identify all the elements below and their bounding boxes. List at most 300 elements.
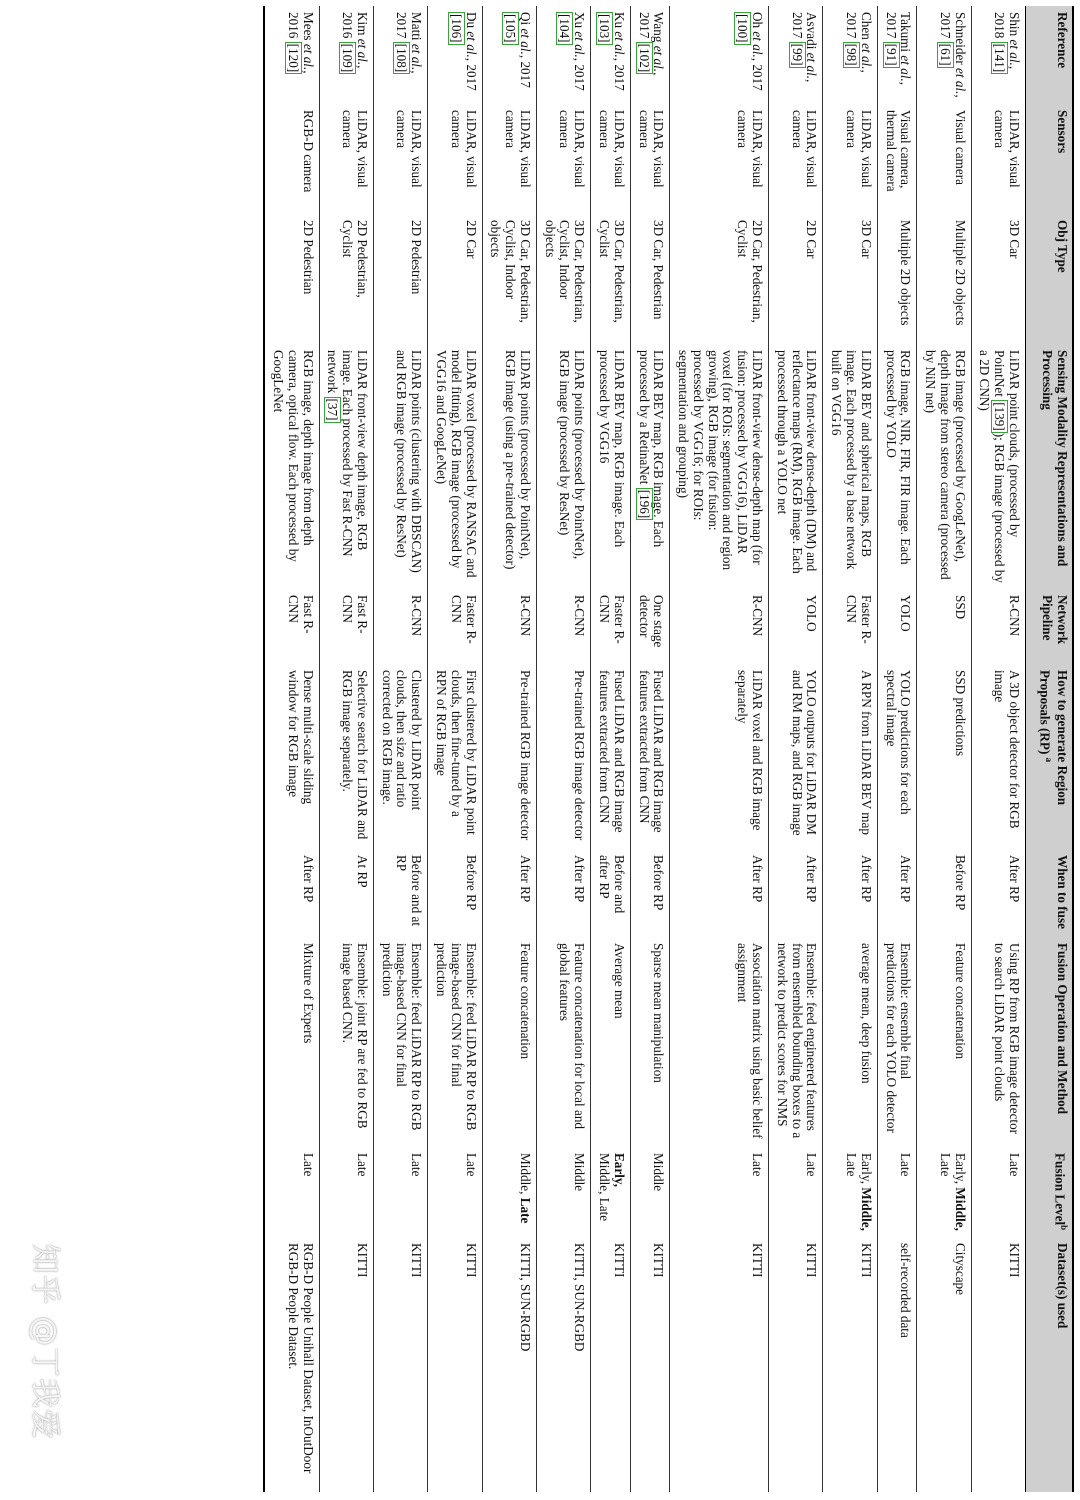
reference-cell — [823, 6, 877, 104]
ref-etal: et al., — [300, 43, 316, 74]
reference-cell — [917, 6, 971, 104]
obj-type-text: 2D Pedestrian, Cyclist — [340, 220, 370, 298]
method-text: Association matrix using basic belief assignment — [735, 943, 766, 1139]
rp-cell — [630, 664, 670, 849]
obj-type-text: Multiple 2D objects — [898, 220, 914, 326]
pipeline-cell — [591, 589, 631, 664]
pipeline-text: Faster R-CNN — [843, 595, 874, 644]
obj-type-text: 3D Car, Pedestrian, Cyclist, Indoor objects — [542, 220, 588, 323]
ref-year: 2016 — [340, 12, 356, 39]
reference-cell — [630, 6, 670, 104]
table-row — [428, 6, 482, 1492]
pipeline-cell — [319, 589, 373, 664]
pipeline-text: Faster R-CNN — [448, 595, 479, 644]
ref-year: 2016 — [285, 12, 301, 39]
ref-etal: et al., — [572, 31, 588, 62]
ref-citation-link[interactable]: [98] — [843, 43, 859, 66]
sensors-cell — [917, 104, 971, 214]
sensors-text: LiDAR, visual camera — [636, 110, 667, 188]
datasets-cell — [319, 1237, 373, 1492]
method-text: Mixture of Experts — [300, 943, 316, 1044]
sensing-cell — [591, 344, 631, 589]
method-cell — [536, 937, 590, 1147]
obj-type-text: 3D Car, Pedestrian, Cyclist, Indoor objects — [488, 220, 533, 323]
fusion-level-bold: Middle, — [858, 1187, 874, 1231]
datasets-text: Cityscape — [952, 1243, 968, 1296]
ref-etal: et al., — [804, 52, 820, 83]
datasets-text: KITTI — [858, 1243, 874, 1278]
sensors-cell — [428, 104, 482, 214]
sensing-cell — [971, 344, 1025, 589]
obj-type-cell — [319, 214, 373, 344]
obj-type-text: 2D Car — [804, 220, 820, 259]
datasets-text: KITTI — [750, 1243, 766, 1278]
sensors-text: LiDAR, visual camera — [503, 110, 533, 188]
ref-year: 2017 — [937, 12, 953, 39]
fusion-level-text: Late — [300, 1153, 316, 1177]
ref-author: Wang — [651, 12, 667, 43]
datasets-text: RGB-D People Unihall Dataset, InOutDoor RGB-D People Dataset. — [285, 1243, 316, 1474]
when-text: After RP — [898, 855, 914, 903]
fusion-level-text: Early, — [952, 1153, 968, 1188]
rp-text: LiDAR voxel and RGB image separately — [735, 670, 766, 831]
sensing-citation-link[interactable]: [196] — [636, 489, 652, 519]
sensing-cell — [917, 344, 971, 589]
sensors-cell — [630, 104, 670, 214]
method-cell — [917, 937, 971, 1147]
fusion-level-cell — [877, 1147, 917, 1237]
fusion-level-cell — [670, 1147, 769, 1237]
rp-cell — [591, 664, 631, 849]
sensing-text: RGB image, depth image from depth camera, optical flow. Each processed by GoogLeNet — [270, 350, 316, 562]
table-row — [877, 6, 917, 1492]
datasets-cell — [264, 1237, 319, 1492]
ref-author: Kim — [354, 12, 370, 36]
reference-cell — [769, 6, 823, 104]
when-cell — [536, 849, 590, 937]
datasets-cell — [630, 1237, 670, 1492]
method-text: Feature concatenation — [952, 943, 968, 1060]
rp-text: SSD predictions — [952, 670, 968, 757]
pipeline-cell — [823, 589, 877, 664]
sensors-text: LiDAR, visual camera — [557, 110, 588, 188]
method-text: Ensemble: ensemble final predictions for each YOLO detector — [883, 943, 914, 1133]
pipeline-cell — [536, 589, 590, 664]
rp-cell — [769, 664, 823, 849]
obj-type-cell — [670, 214, 769, 344]
sensing-text: RGB image (processed by GoogLeNet), depth image from stereo camera (processed by NiN net) — [923, 350, 968, 580]
rp-text: Fused LiDAR and RGB image features extracted from CNN — [597, 670, 627, 833]
ref-year: 2017 — [394, 12, 410, 39]
fusion-level-cell — [917, 1147, 971, 1237]
reference-cell — [482, 6, 536, 104]
table-header-row — [1026, 6, 1074, 1492]
fusion-level-text: Late — [750, 1153, 766, 1177]
fusion-level-text: Late — [463, 1153, 479, 1177]
sensing-cell — [482, 344, 536, 589]
ref-etal: et al., — [354, 38, 370, 69]
datasets-text: KITTI, SUN-RGBD — [572, 1243, 588, 1352]
sensing-text: LiDAR BEV map, RGB image. Each processed by VGG16 — [597, 350, 627, 548]
obj-type-cell — [428, 214, 482, 344]
rp-text: First clustered by LiDAR point clouds, then fine-tuned by a RPN of RGB image — [434, 670, 479, 835]
sensing-cell — [877, 344, 917, 589]
ref-author: Ku — [611, 12, 627, 29]
sensing-cell — [536, 344, 590, 589]
method-text: Ensemble: joint RP are fed to RGB image based CNN. — [340, 943, 370, 1129]
method-text: Sparse mean manipulation — [651, 943, 667, 1083]
reference-cell — [373, 6, 427, 104]
when-cell — [482, 849, 536, 937]
fusion-level-cell — [264, 1147, 319, 1237]
ref-author: Oh — [750, 12, 766, 29]
method-cell — [630, 937, 670, 1147]
pipeline-text: Fast R-CNN — [340, 595, 370, 634]
fusion-level-bold: Early, — [611, 1153, 627, 1188]
when-cell — [428, 849, 482, 937]
when-cell — [971, 849, 1025, 937]
watermark: 知乎 @丁我爱 — [27, 1243, 62, 1440]
obj-type-cell — [630, 214, 670, 344]
reference-cell — [536, 6, 590, 104]
when-text: After RP — [858, 855, 874, 903]
method-text: Feature concatenation for local and global features — [557, 943, 588, 1130]
fusion-level-text: Early, — [858, 1153, 874, 1188]
sensors-cell — [536, 104, 590, 214]
when-cell — [823, 849, 877, 937]
ref-etal: et al., — [898, 55, 914, 86]
table-row — [823, 6, 877, 1492]
ref-citation-link[interactable]: [91] — [883, 43, 899, 66]
ref-author: Shin — [1007, 12, 1022, 37]
ref-etal: et al., — [1007, 39, 1022, 70]
sensing-cell — [630, 344, 670, 589]
fusion-level-cell — [823, 1147, 877, 1237]
when-cell — [769, 849, 823, 937]
col-header-datasets: Dataset(s) used — [1026, 1237, 1074, 1492]
fusion-level-cell — [971, 1147, 1025, 1237]
ref-etal: et al., — [858, 43, 874, 73]
when-text: After RP — [572, 855, 588, 903]
fusion-level-text: Middle — [651, 1153, 667, 1192]
pipeline-cell — [630, 589, 670, 664]
method-cell — [971, 937, 1025, 1147]
fusion-level-text: Middle — [572, 1153, 588, 1192]
when-text: Before RP — [952, 855, 968, 911]
fusion-level-text-tail: Middle, Late — [597, 1153, 613, 1222]
obj-type-text: 2D Car, Pedestrian, Cyclist — [735, 220, 766, 323]
obj-type-cell — [264, 214, 319, 344]
pipeline-text: YOLO — [804, 595, 820, 632]
datasets-cell — [373, 1237, 427, 1492]
pipeline-cell — [482, 589, 536, 664]
datasets-text: KITTI, SUN-RGBD — [517, 1243, 533, 1352]
ref-author: Schneider — [952, 12, 968, 65]
rp-text: YOLO predictions for each spectral image — [883, 670, 914, 815]
fusion-level-cell — [319, 1147, 373, 1237]
fusion-level-cell — [769, 1147, 823, 1237]
obj-type-text: 2D Car — [463, 220, 479, 259]
obj-type-cell — [917, 214, 971, 344]
sensing-text: LiDAR points (processed by PointNet), RGB image (using a pre-trained detector) — [503, 350, 533, 570]
col-header-rp — [1026, 664, 1074, 849]
pipeline-cell — [877, 589, 917, 664]
obj-type-text: 3D Car, Pedestrian — [651, 220, 667, 320]
col-header-reference: Reference — [1026, 6, 1074, 104]
when-cell — [373, 849, 427, 937]
method-cell — [428, 937, 482, 1147]
ref-etal: et al., — [651, 45, 667, 76]
ref-etal: et al., — [409, 43, 425, 74]
rp-cell — [319, 664, 373, 849]
ref-author: Chen — [858, 12, 874, 40]
sensing-text: LiDAR point clouds, (processed by PointNet — [992, 350, 1022, 538]
method-cell — [482, 937, 536, 1147]
table-row — [536, 6, 590, 1492]
obj-type-cell — [823, 214, 877, 344]
col-header-level — [1026, 1147, 1074, 1237]
method-text: Ensemble: feed LiDAR RP to RGB image-based CNN for final prediction — [379, 943, 425, 1131]
table-row — [630, 6, 670, 1492]
obj-type-cell — [536, 214, 590, 344]
datasets-cell — [823, 1237, 877, 1492]
when-cell — [264, 849, 319, 937]
reference-cell — [971, 6, 1025, 104]
fusion-level-cell — [591, 1147, 631, 1237]
obj-type-text: 2D Pedestrian — [409, 220, 425, 295]
table-row — [319, 6, 373, 1492]
rp-text: Pre-trained RGB image detector — [517, 670, 533, 841]
datasets-text: KITTI — [611, 1243, 627, 1278]
sensors-cell — [769, 104, 823, 214]
pipeline-cell — [971, 589, 1025, 664]
ref-citation-link[interactable]: [99] — [789, 43, 805, 66]
rp-text: YOLO outputs for LiDAR DM and RM maps, and RGB image — [789, 670, 820, 836]
sensors-cell — [670, 104, 769, 214]
rp-text: A 3D object detector for RGB image — [992, 670, 1022, 829]
when-text: After RP — [1007, 855, 1022, 903]
rp-cell — [482, 664, 536, 849]
sensors-text: LiDAR, visual camera — [992, 110, 1022, 188]
when-cell — [319, 849, 373, 937]
when-text: At RP — [354, 855, 370, 888]
table-row — [482, 6, 536, 1492]
ref-citation-link[interactable]: [104] — [557, 14, 573, 43]
sensing-cell — [670, 344, 769, 589]
datasets-text: KITTI — [463, 1243, 479, 1278]
rp-cell — [823, 664, 877, 849]
rp-cell — [264, 664, 319, 849]
sensors-cell — [319, 104, 373, 214]
sensing-text-tail: ); RGB image (processed by a 2D CNN) — [977, 350, 1008, 583]
ref-author: Asvadi — [804, 12, 820, 50]
fusion-level-text: Late — [898, 1153, 914, 1177]
ref-author: Matti — [409, 12, 425, 41]
reference-cell — [670, 6, 769, 104]
ref-year: 2017 — [843, 12, 859, 39]
rp-text: Pre-trained RGB image detector — [572, 670, 588, 841]
sensing-text: LiDAR points (clustering with DBSCAN) and RGB image (processed by ResNet) — [394, 350, 425, 573]
rp-cell — [971, 664, 1025, 849]
rp-cell — [670, 664, 769, 849]
pipeline-text: SSD — [952, 595, 968, 620]
obj-type-cell — [482, 214, 536, 344]
sensors-text: LiDAR, visual camera — [340, 110, 370, 188]
obj-type-cell — [373, 214, 427, 344]
ref-citation-link[interactable]: [61] — [937, 43, 953, 66]
ref-etal: et al., — [750, 31, 766, 62]
ref-year: 2017 — [517, 61, 533, 88]
sensors-text: LiDAR, visual camera — [789, 110, 820, 188]
ref-citation-link[interactable]: [105] — [503, 14, 519, 43]
sensing-citation-link[interactable]: [37] — [325, 398, 341, 421]
sensors-text: RGB-D camera — [300, 110, 316, 193]
when-text: After RP — [750, 855, 766, 903]
sensors-cell — [591, 104, 631, 214]
fusion-level-text-tail: Late — [937, 1153, 953, 1177]
pipeline-text: Fast R-CNN — [285, 595, 316, 634]
method-cell — [319, 937, 373, 1147]
datasets-text: KITTI — [409, 1243, 425, 1278]
pipeline-cell — [670, 589, 769, 664]
fusion-level-cell — [536, 1147, 590, 1237]
col-header-level-sup: b — [1059, 1225, 1069, 1231]
pipeline-cell — [264, 589, 319, 664]
sensing-citation-link[interactable]: [139] — [992, 402, 1008, 431]
obj-type-text: 3D Car — [1007, 220, 1022, 259]
col-header-sensors: Sensors — [1026, 104, 1074, 214]
obj-type-text: 2D Pedestrian — [300, 220, 316, 295]
sensing-text: LiDAR BEV and spherical maps, RGB image. Each processed by a base network built on VGG16 — [829, 350, 874, 570]
ref-year: 2017 — [789, 12, 805, 39]
sensors-text: LiDAR, visual camera — [843, 110, 874, 188]
sensors-text: Visual camera, thermal camera — [883, 110, 914, 192]
when-text: Before RP — [463, 855, 479, 911]
ref-year: 2018 — [992, 12, 1008, 39]
ref-year: 2017 — [572, 64, 588, 91]
rp-cell — [917, 664, 971, 849]
fusion-level-text: Late — [409, 1153, 425, 1177]
ref-etal: et al., — [463, 31, 479, 62]
reference-cell — [591, 6, 631, 104]
table-row — [591, 6, 631, 1492]
fusion-level-text: Late — [1007, 1153, 1022, 1177]
datasets-text: KITTI — [354, 1243, 370, 1278]
col-header-rp-text: How to generate Region Proposals (RP) — [1037, 670, 1070, 806]
method-text: Ensemble: feed engineered features from ensembled bounding boxes to a network to predict scores for NMS — [774, 943, 820, 1139]
datasets-cell — [971, 1237, 1025, 1492]
ref-author: Qi — [517, 12, 533, 26]
datasets-cell — [536, 1237, 590, 1492]
sensors-text: LiDAR, visual camera — [394, 110, 425, 188]
ref-citation-link[interactable]: [103] — [597, 14, 613, 43]
when-text: After RP — [517, 855, 533, 903]
sensors-cell — [823, 104, 877, 214]
rp-cell — [428, 664, 482, 849]
sensing-cell — [319, 344, 373, 589]
sensing-cell — [428, 344, 482, 589]
pipeline-cell — [769, 589, 823, 664]
obj-type-cell — [971, 214, 1025, 344]
rp-cell — [373, 664, 427, 849]
datasets-text: KITTI — [804, 1243, 820, 1278]
sensors-cell — [877, 104, 917, 214]
method-cell — [823, 937, 877, 1147]
pipeline-text: R-CNN — [750, 595, 766, 637]
when-cell — [630, 849, 670, 937]
table-row — [971, 6, 1025, 1492]
ref-citation-link[interactable]: [141] — [992, 43, 1008, 73]
when-cell — [917, 849, 971, 937]
reference-cell — [319, 6, 373, 104]
sensing-text: LiDAR BEV map, RGB image. Each processed by a RetinaNet — [636, 350, 667, 548]
method-cell — [769, 937, 823, 1147]
obj-type-text: Multiple 2D objects — [952, 220, 968, 326]
table-row — [769, 6, 823, 1492]
ref-year: 2017 — [611, 64, 627, 91]
sensing-cell — [264, 344, 319, 589]
datasets-text: KITTI — [651, 1243, 667, 1278]
when-text: Before and at RP — [394, 855, 425, 927]
datasets-text: self-recorded data — [898, 1243, 914, 1338]
method-cell — [591, 937, 631, 1147]
when-text: After RP — [804, 855, 820, 903]
sensing-text: LiDAR points (processed by PointNet), RGB image (processed by ResNet) — [557, 350, 588, 560]
ref-citation-link[interactable]: [109] — [340, 43, 356, 73]
pipeline-text: Faster R-CNN — [597, 595, 627, 644]
ref-author: Takumi — [898, 12, 914, 53]
ref-etal: et al., — [952, 68, 968, 98]
when-text: Before RP — [651, 855, 667, 911]
ref-year: 2017 — [883, 12, 899, 39]
fusion-level-text-tail: Late — [843, 1153, 859, 1177]
pipeline-cell — [917, 589, 971, 664]
when-text: After RP — [300, 855, 316, 903]
method-text: Using RP from RGB image detector to search LiDAR point clouds — [992, 943, 1022, 1135]
pipeline-text: R-CNN — [572, 595, 588, 637]
ref-citation-link[interactable]: [120] — [285, 43, 301, 73]
sensors-cell — [373, 104, 427, 214]
fusion-methods-table — [263, 6, 1074, 1492]
method-text: Feature concatenation — [517, 943, 533, 1060]
obj-type-cell — [877, 214, 917, 344]
ref-author: Du — [463, 12, 479, 29]
datasets-cell — [917, 1237, 971, 1492]
ref-citation-link[interactable]: [100] — [735, 14, 751, 43]
rp-text: Clustered by LiDAR point clouds, then size and ratio corrected on RGB image. — [379, 670, 425, 811]
rp-text: A RPN from LiDAR BEV map — [858, 670, 874, 835]
method-text: Average mean — [611, 943, 627, 1019]
method-text: average mean, deep fusion — [858, 943, 874, 1084]
sensing-cell — [823, 344, 877, 589]
sensors-cell — [971, 104, 1025, 214]
sensing-text: LiDAR voxel (processed by RANSAC and model fitting), RGB image (processed by VGG16 and GoogLeNet) — [434, 350, 479, 578]
obj-type-cell — [769, 214, 823, 344]
ref-citation-link[interactable]: [106] — [448, 14, 464, 43]
table-row — [917, 6, 971, 1492]
sensing-cell — [373, 344, 427, 589]
col-header-obj-type: Obj Type — [1026, 214, 1074, 344]
fusion-level-text: Late — [804, 1153, 820, 1177]
sensing-text: LiDAR front-view depth image, RGB image. Each processed by Fast R-CNN network — [325, 350, 370, 557]
ref-citation-link[interactable]: [102] — [636, 43, 652, 73]
col-header-method: Fusion Operation and Method — [1026, 937, 1074, 1147]
ref-citation-link[interactable]: [108] — [394, 43, 410, 73]
sensing-text: LiDAR front-view dense-depth (DM) and reflectance maps (RM), RGB image. Each processed through a YOLO net — [774, 350, 820, 574]
sensors-cell — [264, 104, 319, 214]
fusion-level-bold: Middle, — [952, 1187, 968, 1231]
table-row — [373, 6, 427, 1492]
